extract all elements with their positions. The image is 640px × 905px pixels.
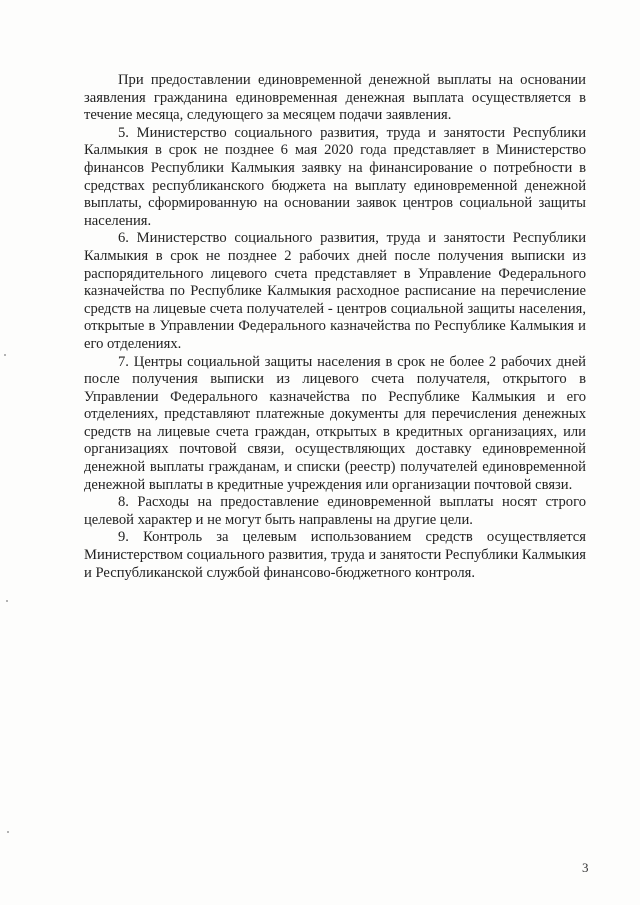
page-number: 3 (582, 860, 589, 875)
paragraph-payment-timing: При предоставлении единовременной денежной выплаты на основании заявления гражданина единовременная денежная выплата осуществляется в течение месяца, следующего за месяцем подачи заявления. (84, 72, 586, 124)
paragraph-8-targeted-expenses: 8. Расходы на предоставление единовременной выплаты носят строго целевой характер и не могут быть направлены на другие цели. (84, 494, 586, 528)
paragraph-9-control: 9. Контроль за целевым использованием средств осуществляется Министерством социального развития, труда и занятости Республики Калмыкия и Республиканской службой финансово-бюджетного контроля. (84, 529, 586, 581)
paragraph-7-payment-documents: 7. Центры социальной защиты населения в срок не более 2 рабочих дней после получения выписки из лицевого счета получателя, открытого в Управлении Федерального казначейства по Республике Калмыкия и его отделениях, представляют платежные документы для перечисления денежных средств на лицевые счета граждан, открытых в кредитных организациях, или организациях почтовой связи, осуществляющих доставку единовременной денежной выплаты гражданам, и списки (реестр) получателей единовременной денежной выплаты в кредитные учреждения или организации почтовой связи. (84, 353, 586, 493)
scan-speck (6, 600, 8, 602)
scan-speck (4, 354, 6, 356)
paragraph-6-expense-schedule: 6. Министерство социального развития, труда и занятости Республики Калмыкия в срок не позднее 2 рабочих дней после получения выписки из распорядительного лицевого счета представляет в Управление Федерального казначейства по Республике Калмыкия расходное расписание на перечисление средств на лицевые счета получателей - центров социальной защиты населения, открытые в Управлении Федерального казначейства по Республике Калмыкия и его отделениях. (84, 230, 586, 352)
scan-speck (7, 831, 9, 833)
document-body (84, 72, 586, 582)
paragraph-5-funding-request: 5. Министерство социального развития, труда и занятости Республики Калмыкия в срок не позднее 6 мая 2020 года представляет в Министерство финансов Республики Калмыкия заявку на финансирование о потребности в средствах республиканского бюджета на выплату единовременной денежной выплаты, сформированную на основании заявок центров социальной защиты населения. (84, 124, 586, 229)
